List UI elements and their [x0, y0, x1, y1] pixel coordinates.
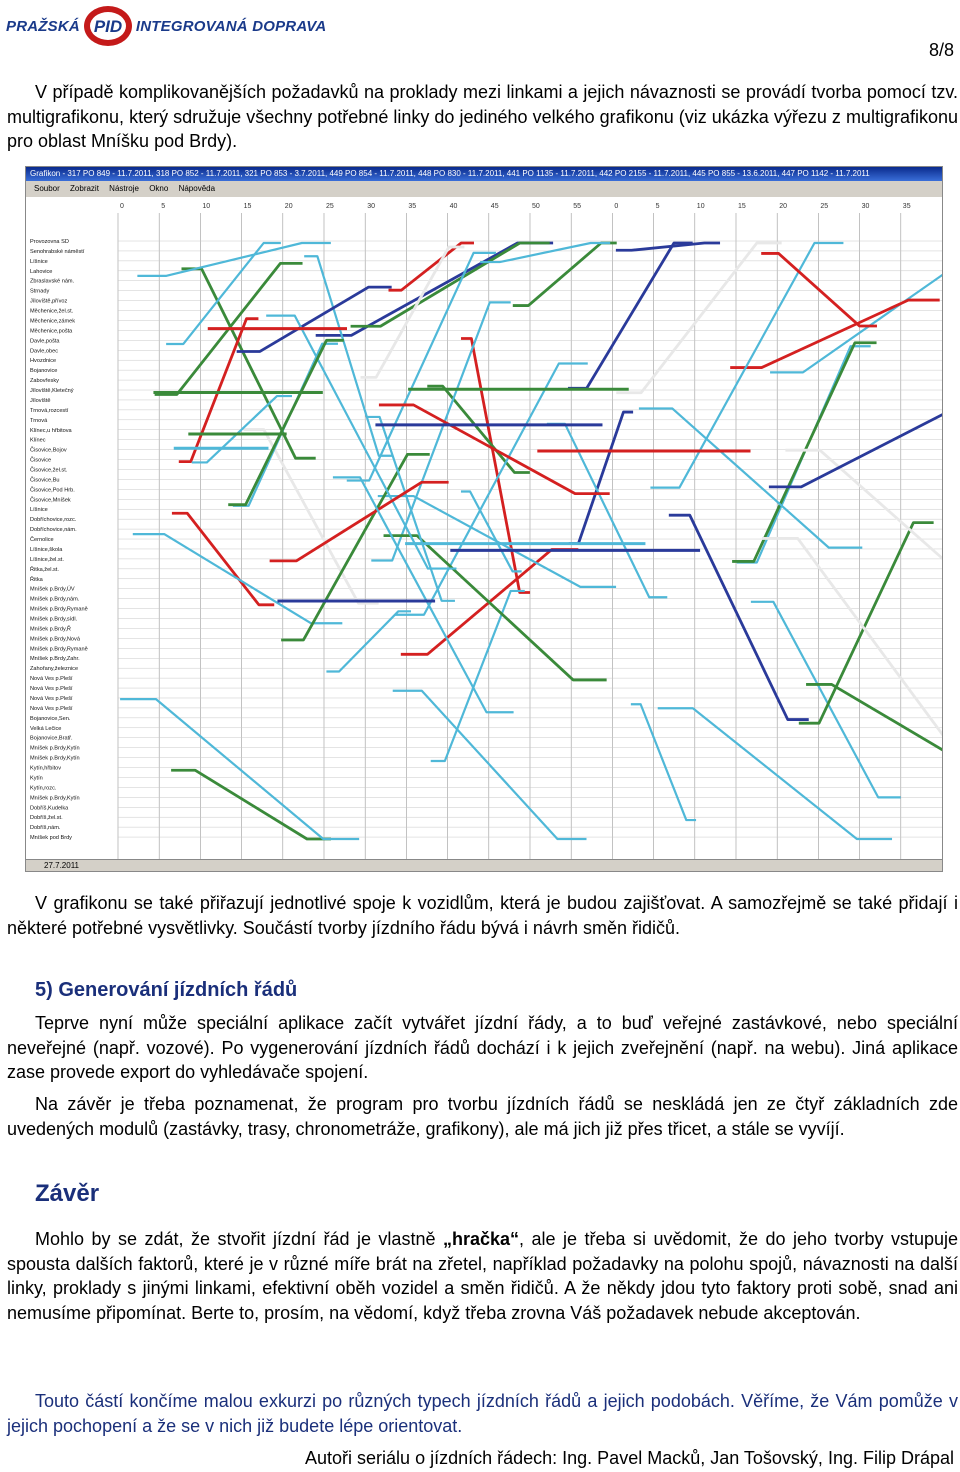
stop-label: Bojanovice [30, 368, 58, 375]
time-tick-label: 35 [902, 203, 911, 210]
paragraph-5-text-a: Mohlo by se zdát, že stvořit jízdní řád je vlastně [35, 1229, 443, 1249]
logo-mark-text: PID [93, 17, 123, 36]
stop-label: Nová Ves p.Pleší [30, 676, 73, 683]
menu-okno[interactable]: Okno [149, 184, 169, 193]
stop-label: Hvozdnice [30, 358, 57, 365]
time-tick-label: 10 [202, 203, 211, 210]
menu-soubor[interactable]: Soubor [34, 184, 60, 193]
stop-label: Kytín,rozc. [30, 785, 57, 792]
logo-text-right: INTEGROVANÁ DOPRAVA [135, 17, 327, 35]
stop-label: Mníšek p.Brdy,Kytín [30, 745, 80, 752]
pid-logo-mark-icon [82, 4, 134, 48]
stop-label: Klínec,u hřbitova [30, 427, 72, 434]
stop-label: Mníšek p.Brdy,Rymaně [30, 646, 88, 653]
logo-text-left: PRAŽSKÁ [6, 17, 80, 35]
paragraph-1-text: V případě komplikovanějších požadavků na proklady mezi linkami a jejich návaznosti se provádí tvorba pomocí tzv. multigrafikonu, který sdružuje všechny potřebné linky do jediného velkého grafikonu (viz ukázka výřezu z multigrafikonu pro oblast Mníšku pod Brdy). [7, 82, 958, 151]
time-tick-label: 25 [326, 203, 334, 210]
stop-label: Líšnice,žel.st. [30, 556, 64, 563]
stop-label: Čisovice,žel.st. [30, 467, 68, 474]
time-tick-label: 5 [655, 203, 660, 210]
menu-bar [26, 181, 942, 197]
stop-label: Strnady [30, 288, 50, 295]
stop-label: Mníšek p.Brdy,Nová [30, 636, 80, 643]
authors-footer: Autoři seriálu o jízdních řádech: Ing. Pavel Macků, Jan Tošovský, Ing. Filip Drápal [305, 1448, 954, 1468]
stop-label: Mníšek p.Brdy,nám. [30, 596, 80, 603]
stop-label: Zahořany,železnice [30, 666, 79, 673]
paragraph-5-text-c: , ale je třeba si uvědomit, že do jeho tvorby vstupuje spousta dalších faktorů, které je v různé míře brát na zřetel, například požadavky na polohu spojů, návaznosti na další linky, proklady s jinými linkami, efektivní oběh vozidel a směn řidičů. A že někdy jdou tyto faktory proti sobě, snad ani nemusíme připomínat. Berte to, prosím, na vědomí, když třeba zrovna Váš požadavek nebude akceptován. [7, 1229, 958, 1323]
stop-label: Bojanovice,Sen. [30, 715, 71, 722]
stop-label: Mníšek p.Brdy,Ř [30, 626, 71, 633]
stop-label: Řitka,žel.st. [30, 566, 59, 573]
stop-label: Dobříš,žel.st. [30, 815, 63, 822]
time-tick-label: 50 [532, 203, 540, 210]
stop-label: Senohrabské náměstí [30, 248, 85, 255]
stop-label: Jílovíště [30, 397, 51, 404]
stop-label: Měchenice,zámek [30, 318, 76, 325]
stop-label: Řitka [30, 576, 43, 583]
page-number: 8/8 [928, 40, 954, 60]
stop-label: Čisovice,Bu [30, 477, 60, 484]
stop-label: Zabovřesky [30, 378, 59, 385]
time-tick-label: 35 [408, 203, 417, 210]
stop-label: Mníšek p.Brdy,Kytín [30, 755, 80, 762]
stop-label: Mníšek p.Brdy,ÚV [30, 586, 75, 593]
time-tick-label: 10 [696, 203, 705, 210]
stop-label: Nová Ves p.Pleší [30, 705, 73, 712]
stop-label: Mníšek p.Brdy,sídl. [30, 616, 78, 623]
stop-label: Nová Ves p.Pleší [30, 695, 73, 702]
stop-label: Trnová [30, 417, 48, 424]
stop-label: Lahovice [30, 268, 53, 275]
pid-logo [6, 4, 326, 48]
stop-label: Mníšek p.Brdy,Rymaně [30, 606, 88, 613]
time-tick-label: 20 [779, 203, 787, 210]
paragraph-4 [7, 1092, 958, 1141]
stop-label: Mníšek p.Brdy,Kytín [30, 795, 80, 802]
stop-label: Davle,pošta [30, 338, 60, 345]
stop-label: Čisovice,Mníšek [30, 497, 71, 504]
stop-label: Velká Lečice [30, 725, 62, 732]
section-heading-5: 5) Generování jízdních řádů [35, 979, 298, 1001]
stop-label: Měchenice,pošta [30, 328, 73, 335]
status-bar: 27.7.2011 [26, 859, 942, 871]
paragraph-5-highlight: „hračka“ [442, 1229, 519, 1249]
timetable-graph [26, 197, 942, 859]
stop-label: Dobříchovice,rozc. [30, 517, 77, 524]
stop-label: Čisovice [30, 457, 52, 464]
paragraph-6-text: Touto částí končíme malou exkurzi po různých typech jízdních řádů a jejich podobách. Věříme, že Vám pomůže v jejich pochopení a že se v nich již budete lépe orientovat. [7, 1391, 958, 1436]
stop-label: Klínec [30, 437, 46, 444]
stop-label: Čisovice,Bojov [30, 447, 67, 454]
stop-label: Kytín,hřbitov [30, 765, 62, 772]
stop-label: Davle,obec [30, 348, 58, 355]
stop-label: Dobříš,Kudelka [30, 805, 69, 812]
stop-label: Černolice [30, 537, 54, 544]
stop-label: Jílovíště,Kletečný [30, 388, 74, 395]
paragraph-4-text: Na závěr je třeba poznamenat, že program pro tvorbu jízdních řádů se neskládá jen ze čtyř základních zde uvedených modulů (zastávky, trasy, chronometráže, grafikony), ale má jich již přes třicet, a stále se vyvíjí. [7, 1094, 958, 1139]
stop-label: Líšnice [30, 507, 48, 514]
window-title: Grafikon - 317 PO 849 - 11.7.2011, 318 PO 852 - 11.7.2011, 321 PO 853 - 3.7.2011, 449 PO 854 - 11.7.2011, 448 PO 830 - 11.7.2011, 441 PO 1135 - 11.7.2011, 442 PO 2155 - 11.7.2011, 445 PO 855 - 13.6.2011, 447 PO 1142 - 11.7.2011 [26, 167, 942, 181]
stop-label: Líšnice,škola [30, 546, 63, 553]
stop-label: Dobříš,nám. [30, 825, 61, 832]
paragraph-3 [7, 1011, 958, 1085]
time-tick-label: 45 [490, 203, 499, 210]
time-tick-label: 55 [573, 203, 581, 210]
stop-label: Provozovna SD [30, 239, 69, 245]
stop-label: Kytín [30, 775, 43, 782]
paragraph-1 [7, 80, 958, 154]
time-tick-label: 30 [861, 203, 870, 210]
time-tick-label: 0 [120, 203, 124, 210]
stop-label: Čisovice,Pod Hrb. [30, 487, 75, 494]
time-tick-label: 0 [614, 203, 619, 210]
time-tick-label: 40 [449, 203, 458, 210]
stop-label: Bojanovice,Bratř. [30, 735, 73, 742]
stop-label: Měchenice,žel.st. [30, 308, 74, 315]
conclusion-heading: Závěr [35, 1180, 100, 1207]
stop-label: Mníšek pod Brdy [30, 835, 72, 842]
paragraph-5 [7, 1227, 958, 1325]
menu-nastroje[interactable]: Nástroje [109, 184, 139, 193]
time-tick-label: 5 [161, 203, 166, 210]
menu-napoveda[interactable]: Nápověda [178, 184, 216, 193]
menu-zobrazit[interactable]: Zobrazit [70, 184, 99, 193]
stop-label: Zbraslavské nám. [30, 278, 75, 285]
paragraph-6 [7, 1389, 958, 1438]
paragraph-2-text: V grafikonu se také přiřazují jednotlivé spoje k vozidlům, která je budou zajišťovat. A samozřejmě se také přidají i některé potřebné vysvětlivky. Součástí tvorby jízdního řádu bývá i návrh směn řidičů. [7, 893, 958, 938]
stop-label: Nová Ves p.Pleší [30, 686, 73, 693]
stop-label: Líšnice [30, 258, 48, 265]
time-tick-label: 25 [820, 203, 829, 210]
paragraph-3-text: Teprve nyní může speciální aplikace začít vytvářet jízdní řády, a to buď veřejné zastávkové, nebo speciální neveřejné (např. vozové). Po vygenerování jízdních řádů dochází i k jejich zveřejnění (např. na webu). Jiná aplikace zase provede export do vyhledávače spojení. [7, 1013, 958, 1082]
time-tick-label: 15 [243, 203, 252, 210]
paragraph-2 [7, 891, 958, 940]
multigraph-screenshot [25, 166, 943, 872]
time-tick-label: 20 [284, 203, 293, 210]
time-tick-label: 15 [738, 203, 746, 210]
stop-label: Trnová,rozcestí [30, 407, 69, 414]
stop-label: Dobříchovice,nám. [30, 527, 77, 534]
stop-label: Jílovíště,přívoz [30, 298, 68, 305]
time-tick-label: 30 [367, 203, 375, 210]
stop-label: Mníšek p.Brdy,Zahr. [30, 656, 80, 663]
